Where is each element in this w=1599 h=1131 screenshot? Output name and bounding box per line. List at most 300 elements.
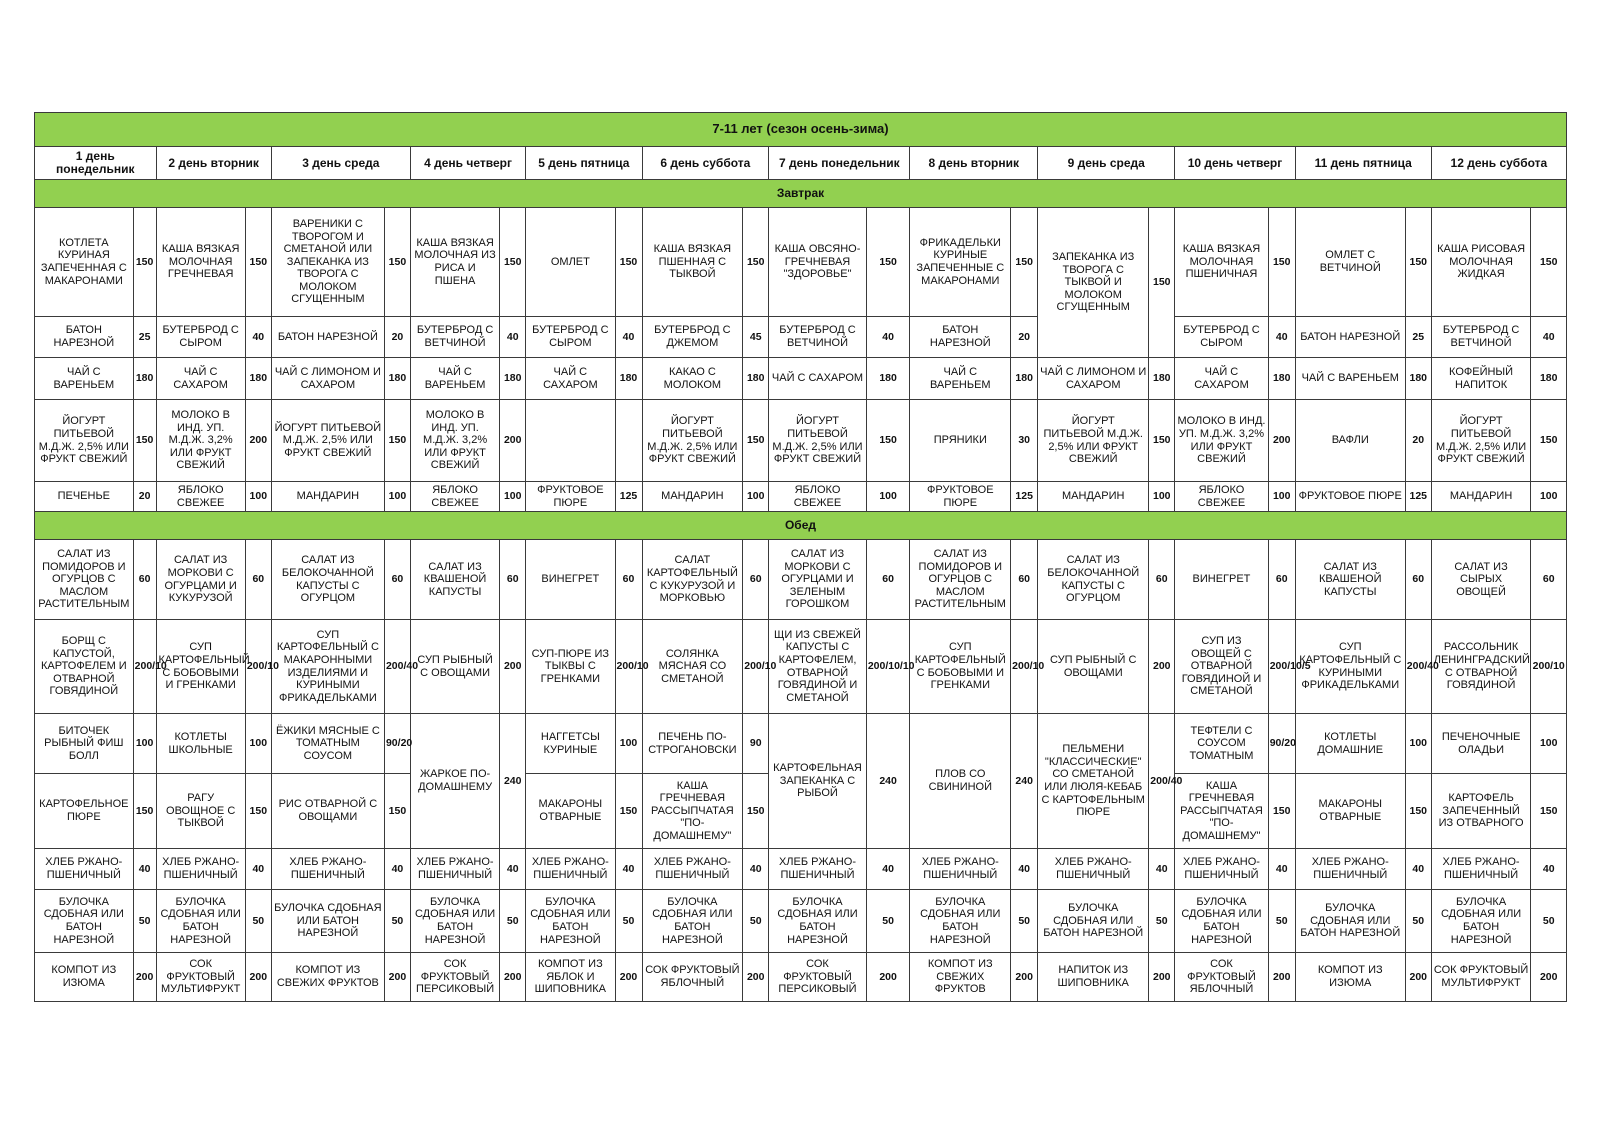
dish-name: СУП РЫБНЫЙ С ОВОЩАМИ (410, 620, 499, 714)
dish-name: КАША ГРЕЧНЕВАЯ РАССЫПЧАТАЯ "ПО-ДОМАШНЕМУ" (1175, 774, 1268, 849)
table-row (35, 953, 1567, 1002)
dish-name: МАНДАРИН (271, 482, 384, 512)
dish-weight: 150 (866, 208, 910, 317)
dish-weight: 200 (615, 953, 642, 1002)
dish-name: РАССОЛЬНИК ЛЕНИНГРАДСКИЙ С ОТВАРНОЙ ГОВЯДИНОЙ (1431, 620, 1531, 714)
dish-weight: 200/10/10 (866, 620, 910, 714)
table-row (35, 317, 1567, 358)
dish-name: СУП КАРТОФЕЛЬНЫЙ С БОБОВЫМИ И ГРЕНКАМИ (910, 620, 1011, 714)
title-row (35, 113, 1567, 147)
dish-name: МОЛОКО В ИНД. УП. М.Д.Ж. 3,2% ИЛИ ФРУКТ СВЕЖИЙ (410, 400, 499, 482)
dish-name: ЙОГУРТ ПИТЬЕВОЙ М.Д.Ж. 2,5% ИЛИ ФРУКТ СВЕЖИЙ (271, 400, 384, 482)
dish-weight: 200 (866, 953, 910, 1002)
dish-weight: 100 (245, 482, 271, 512)
dish-name: КОМПОТ ИЗ ЯБЛОК И ШИПОВНИКА (526, 953, 615, 1002)
dish-name: ХЛЕБ РЖАНО-ПШЕНИЧНЫЙ (156, 849, 245, 890)
dish-weight: 100 (866, 482, 910, 512)
dish-weight: 50 (133, 890, 156, 953)
dish-weight: 150 (1268, 774, 1295, 849)
dish-weight: 180 (1405, 358, 1431, 400)
dish-name: САЛАТ ИЗ МОРКОВИ С ОГУРЦАМИ И КУКУРУЗОЙ (156, 540, 245, 620)
dish-weight: 50 (743, 890, 769, 953)
dish-name: КОТЛЕТЫ ШКОЛЬНЫЕ (156, 714, 245, 774)
dish-weight: 20 (384, 317, 410, 358)
dish-name: ПЕЧЕНЬ ПО-СТРОГАНОВСКИ (642, 714, 743, 774)
dish-name: ЯБЛОКО СВЕЖЕЕ (1175, 482, 1268, 512)
dish-weight: 150 (1531, 774, 1567, 849)
dish-weight: 60 (615, 540, 642, 620)
dish-weight: 150 (1405, 208, 1431, 317)
dish-weight: 180 (133, 358, 156, 400)
dish-weight: 100 (1149, 482, 1175, 512)
dish-weight: 240 (500, 714, 526, 849)
dish-name: ЩИ ИЗ СВЕЖЕЙ КАПУСТЫ С КАРТОФЕЛЕМ, ОТВАРНОЙ ГОВЯДИНОЙ И СМЕТАНОЙ (769, 620, 867, 714)
day-header: 7 день понедельник (769, 147, 910, 180)
dish-name: ЙОГУРТ ПИТЬЕВОЙ М.Д.Ж. 2,5% ИЛИ ФРУКТ СВЕЖИЙ (1431, 400, 1531, 482)
dish-weight: 200/10 (1011, 620, 1038, 714)
dish-name: БУТЕРБРОД С ВЕТЧИНОЙ (769, 317, 867, 358)
dish-name: ЧАЙ С САХАРОМ (769, 358, 867, 400)
day-header: 4 день четверг (410, 147, 525, 180)
dish-name: БУЛОЧКА СДОБНАЯ ИЛИ БАТОН НАРЕЗНОЙ (1175, 890, 1268, 953)
dish-name: БУЛОЧКА СДОБНАЯ ИЛИ БАТОН НАРЕЗНОЙ (35, 890, 134, 953)
dish-name: БУЛОЧКА СДОБНАЯ ИЛИ БАТОН НАРЕЗНОЙ (769, 890, 867, 953)
dish-weight: 200 (743, 953, 769, 1002)
dish-name: ЧАЙ С САХАРОМ (1175, 358, 1268, 400)
dish-name: СОК ФРУКТОВЫЙ ПЕРСИКОВЫЙ (769, 953, 867, 1002)
dish-name: ФРУКТОВОЕ ПЮРЕ (1295, 482, 1405, 512)
dish-weight: 200/10 (743, 620, 769, 714)
dish-weight: 180 (500, 358, 526, 400)
dish-name: ЧАЙ С ЛИМОНОМ И САХАРОМ (1038, 358, 1149, 400)
dish-name: КАША ВЯЗКАЯ МОЛОЧНАЯ ПШЕНИЧНАЯ (1175, 208, 1268, 317)
dish-name: СОК ФРУКТОВЫЙ МУЛЬТИФРУКТ (156, 953, 245, 1002)
dish-weight: 40 (615, 849, 642, 890)
table-row (35, 208, 1567, 317)
dish-weight: 60 (384, 540, 410, 620)
dish-name: ЧАЙ С ЛИМОНОМ И САХАРОМ (271, 358, 384, 400)
dish-weight: 180 (245, 358, 271, 400)
dish-weight: 200 (245, 400, 271, 482)
dish-weight: 125 (615, 482, 642, 512)
dish-name: БУЛОЧКА СДОБНАЯ ИЛИ БАТОН НАРЕЗНОЙ (642, 890, 743, 953)
dish-name: ТЕФТЕЛИ С СОУСОМ ТОМАТНЫМ (1175, 714, 1268, 774)
dish-weight: 60 (866, 540, 910, 620)
dish-name: САЛАТ ИЗ КВАШЕНОЙ КАПУСТЫ (1295, 540, 1405, 620)
dish-weight: 50 (1405, 890, 1431, 953)
dish-name: ХЛЕБ РЖАНО-ПШЕНИЧНЫЙ (910, 849, 1011, 890)
dish-name: ХЛЕБ РЖАНО-ПШЕНИЧНЫЙ (35, 849, 134, 890)
dish-name: КАКАО С МОЛОКОМ (642, 358, 743, 400)
dish-name: ФРИКАДЕЛЬКИ КУРИНЫЕ ЗАПЕЧЕННЫЕ С МАКАРОНАМИ (910, 208, 1011, 317)
dish-name: ФРУКТОВОЕ ПЮРЕ (910, 482, 1011, 512)
dish-weight: 200 (500, 953, 526, 1002)
dish-name: БАТОН НАРЕЗНОЙ (1295, 317, 1405, 358)
dish-weight: 100 (615, 714, 642, 774)
dish-weight: 240 (866, 714, 910, 849)
dish-weight: 90/20 (1268, 714, 1295, 774)
dish-weight: 40 (245, 317, 271, 358)
dish-name: МАНДАРИН (1431, 482, 1531, 512)
dish-weight: 150 (384, 208, 410, 317)
dish-name: ОМЛЕТ (526, 208, 615, 317)
dish-name: ХЛЕБ РЖАНО-ПШЕНИЧНЫЙ (271, 849, 384, 890)
dish-weight: 200/40 (1405, 620, 1431, 714)
dish-name: ПЕЧЕНОЧНЫЕ ОЛАДЬИ (1431, 714, 1531, 774)
dish-weight: 100 (384, 482, 410, 512)
dish-name: КАРТОФЕЛЬ ЗАПЕЧЕННЫЙ ИЗ ОТВАРНОГО (1431, 774, 1531, 849)
dish-weight: 60 (133, 540, 156, 620)
dish-name: БУЛОЧКА СДОБНАЯ ИЛИ БАТОН НАРЕЗНОЙ (1295, 890, 1405, 953)
dish-weight: 40 (1268, 849, 1295, 890)
table-row (35, 620, 1567, 714)
dish-weight: 150 (133, 400, 156, 482)
dish-name: ХЛЕБ РЖАНО-ПШЕНИЧНЫЙ (1295, 849, 1405, 890)
day-header: 9 день среда (1038, 147, 1175, 180)
dish-name: ХЛЕБ РЖАНО-ПШЕНИЧНЫЙ (769, 849, 867, 890)
days-header-row (35, 147, 1567, 180)
dish-weight: 100 (245, 714, 271, 774)
dish-weight: 60 (743, 540, 769, 620)
dish-weight: 40 (1149, 849, 1175, 890)
dish-weight: 100 (1531, 482, 1567, 512)
dish-name: СУП КАРТОФЕЛЬНЫЙ С КУРИНЫМИ ФРИКАДЕЛЬКАМИ (1295, 620, 1405, 714)
dish-weight: 180 (384, 358, 410, 400)
dish-name: ЧАЙ С ВАРЕНЬЕМ (35, 358, 134, 400)
dish-name: ЙОГУРТ ПИТЬЕВОЙ М.Д.Ж. 2,5% ИЛИ ФРУКТ СВЕЖИЙ (1038, 400, 1149, 482)
dish-weight: 20 (1011, 317, 1038, 358)
dish-weight: 25 (133, 317, 156, 358)
dish-name: ВАРЕНИКИ С ТВОРОГОМ И СМЕТАНОЙ ИЛИ ЗАПЕКАНКА ИЗ ТВОРОГА С МОЛОКОМ СГУЩЕННЫМ (271, 208, 384, 317)
dish-name: БУЛОЧКА СДОБНАЯ ИЛИ БАТОН НАРЕЗНОЙ (271, 890, 384, 953)
dish-weight: 150 (743, 208, 769, 317)
dish-weight: 40 (1268, 317, 1295, 358)
dish-weight: 200 (1268, 400, 1295, 482)
dish-name: БУЛОЧКА СДОБНАЯ ИЛИ БАТОН НАРЕЗНОЙ (910, 890, 1011, 953)
dish-name: КОМПОТ ИЗ СВЕЖИХ ФРУКТОВ (271, 953, 384, 1002)
dish-name: КАША ВЯЗКАЯ МОЛОЧНАЯ ГРЕЧНЕВАЯ (156, 208, 245, 317)
dish-name: БУЛОЧКА СДОБНАЯ ИЛИ БАТОН НАРЕЗНОЙ (1431, 890, 1531, 953)
dish-weight: 150 (133, 208, 156, 317)
dish-name: БАТОН НАРЕЗНОЙ (35, 317, 134, 358)
dish-name: МАКАРОНЫ ОТВАРНЫЕ (526, 774, 615, 849)
dish-name: ЧАЙ С ВАРЕНЬЕМ (910, 358, 1011, 400)
dish-weight: 150 (1268, 208, 1295, 317)
dish-weight: 150 (615, 208, 642, 317)
day-header: 5 день пятница (526, 147, 642, 180)
dish-name: БУТЕРБРОД С СЫРОМ (156, 317, 245, 358)
dish-weight: 100 (1268, 482, 1295, 512)
dish-name: СОК ФРУКТОВЫЙ ЯБЛОЧНЫЙ (642, 953, 743, 1002)
dish-name: САЛАТ КАРТОФЕЛЬНЫЙ С КУКУРУЗОЙ И МОРКОВЬЮ (642, 540, 743, 620)
day-header: 3 день среда (271, 147, 410, 180)
dish-name: МАНДАРИН (1038, 482, 1149, 512)
dish-weight: 40 (1405, 849, 1431, 890)
dish-name: КОМПОТ ИЗ ИЗЮМА (35, 953, 134, 1002)
table-title: 7-11 лет (сезон осень-зима) (35, 113, 1567, 147)
dish-name: СОК ФРУКТОВЫЙ МУЛЬТИФРУКТ (1431, 953, 1531, 1002)
dish-name: РИС ОТВАРНОЙ С ОВОЩАМИ (271, 774, 384, 849)
dish-weight: 50 (1268, 890, 1295, 953)
dish-name: КАША ВЯЗКАЯ МОЛОЧНАЯ ИЗ РИСА И ПШЕНА (410, 208, 499, 317)
dish-name: ПЕЧЕНЬЕ (35, 482, 134, 512)
dish-name: БУТЕРБРОД С ВЕТЧИНОЙ (1431, 317, 1531, 358)
dish-name: КАРТОФЕЛЬНАЯ ЗАПЕКАНКА С РЫБОЙ (769, 714, 867, 849)
dish-weight: 100 (743, 482, 769, 512)
dish-name: СОК ФРУКТОВЫЙ ПЕРСИКОВЫЙ (410, 953, 499, 1002)
dish-name: САЛАТ ИЗ ПОМИДОРОВ И ОГУРЦОВ С МАСЛОМ РАСТИТЕЛЬНЫМ (910, 540, 1011, 620)
dish-weight: 200/40 (384, 620, 410, 714)
dish-name: БУЛОЧКА СДОБНАЯ ИЛИ БАТОН НАРЕЗНОЙ (1038, 890, 1149, 953)
dish-name: НАПИТОК ИЗ ШИПОВНИКА (1038, 953, 1149, 1002)
dish-name: ПРЯНИКИ (910, 400, 1011, 482)
dish-name: БАТОН НАРЕЗНОЙ (910, 317, 1011, 358)
dish-name: БИТОЧЕК РЫБНЫЙ ФИШ БОЛЛ (35, 714, 134, 774)
dish-weight: 50 (1149, 890, 1175, 953)
dish-name: КОТЛЕТЫ ДОМАШНИЕ (1295, 714, 1405, 774)
table-row (35, 540, 1567, 620)
dish-weight: 60 (1011, 540, 1038, 620)
table-row (35, 358, 1567, 400)
dish-weight: 100 (133, 714, 156, 774)
dish-weight: 200 (500, 620, 526, 714)
dish-name: КОТЛЕТА КУРИНАЯ ЗАПЕЧЕННАЯ С МАКАРОНАМИ (35, 208, 134, 317)
dish-name: КАША ОВСЯНО-ГРЕЧНЕВАЯ "ЗДОРОВЬЕ" (769, 208, 867, 317)
dish-weight: 150 (1011, 208, 1038, 317)
dish-name: БУТЕРБРОД С ДЖЕМОМ (642, 317, 743, 358)
dish-weight: 50 (866, 890, 910, 953)
dish-weight: 40 (384, 849, 410, 890)
table-row (35, 400, 1567, 482)
dish-name: ХЛЕБ РЖАНО-ПШЕНИЧНЫЙ (1038, 849, 1149, 890)
dish-weight: 60 (245, 540, 271, 620)
dish-weight: 150 (1149, 208, 1175, 358)
dish-weight: 150 (1149, 400, 1175, 482)
dish-weight: 40 (245, 849, 271, 890)
dish-name: БУТЕРБРОД С СЫРОМ (526, 317, 615, 358)
dish-weight: 200 (133, 953, 156, 1002)
dish-name: ЖАРКОЕ ПО-ДОМАШНЕМУ (410, 714, 499, 849)
dish-name: САЛАТ ИЗ БЕЛОКОЧАННОЙ КАПУСТЫ С ОГУРЦОМ (271, 540, 384, 620)
dish-name: ПЛОВ СО СВИНИНОЙ (910, 714, 1011, 849)
day-header: 12 день суббота (1431, 147, 1566, 180)
dish-weight: 40 (133, 849, 156, 890)
dish-name: БУЛОЧКА СДОБНАЯ ИЛИ БАТОН НАРЕЗНОЙ (526, 890, 615, 953)
dish-name: ЯБЛОКО СВЕЖЕЕ (769, 482, 867, 512)
dish-name: КАША РИСОВАЯ МОЛОЧНАЯ ЖИДКАЯ (1431, 208, 1531, 317)
dish-name: КАРТОФЕЛЬНОЕ ПЮРЕ (35, 774, 134, 849)
table-row (35, 482, 1567, 512)
dish-name: САЛАТ ИЗ КВАШЕНОЙ КАПУСТЫ (410, 540, 499, 620)
dish-name: НАГГЕТСЫ КУРИНЫЕ (526, 714, 615, 774)
dish-name: САЛАТ ИЗ БЕЛОКОЧАННОЙ КАПУСТЫ С ОГУРЦОМ (1038, 540, 1149, 620)
dish-weight: 60 (1405, 540, 1431, 620)
dish-name: БОРЩ С КАПУСТОЙ, КАРТОФЕЛЕМ И ОТВАРНОЙ ГОВЯДИНОЙ (35, 620, 134, 714)
dish-name: МОЛОКО В ИНД. УП. М.Д.Ж. 3,2% ИЛИ ФРУКТ СВЕЖИЙ (1175, 400, 1268, 482)
dish-weight: 150 (743, 774, 769, 849)
dish-weight: 180 (1531, 358, 1567, 400)
menu-table (34, 112, 1567, 1002)
dish-name: ЧАЙ С САХАРОМ (526, 358, 615, 400)
table-row (35, 849, 1567, 890)
dish-name (526, 400, 615, 482)
dish-name: СУП-ПЮРЕ ИЗ ТЫКВЫ С ГРЕНКАМИ (526, 620, 615, 714)
dish-weight: 200 (1011, 953, 1038, 1002)
dish-weight: 150 (1531, 400, 1567, 482)
dish-name: БУТЕРБРОД С СЫРОМ (1175, 317, 1268, 358)
dish-weight: 240 (1011, 714, 1038, 849)
dish-weight: 200 (1149, 620, 1175, 714)
dish-name: ХЛЕБ РЖАНО-ПШЕНИЧНЫЙ (526, 849, 615, 890)
dish-weight: 50 (245, 890, 271, 953)
dish-weight: 180 (743, 358, 769, 400)
dish-weight: 20 (1405, 400, 1431, 482)
dish-weight: 40 (866, 849, 910, 890)
dish-name: БУЛОЧКА СДОБНАЯ ИЛИ БАТОН НАРЕЗНОЙ (410, 890, 499, 953)
dish-weight: 150 (500, 208, 526, 317)
dish-name: МАКАРОНЫ ОТВАРНЫЕ (1295, 774, 1405, 849)
day-header: 8 день вторник (910, 147, 1038, 180)
dish-weight: 150 (245, 208, 271, 317)
dish-name: КОФЕЙНЫЙ НАПИТОК (1431, 358, 1531, 400)
dish-weight: 200 (245, 953, 271, 1002)
section-title-lunch: Обед (35, 512, 1567, 540)
dish-name: КАША ГРЕЧНЕВАЯ РАССЫПЧАТАЯ "ПО-ДОМАШНЕМУ" (642, 774, 743, 849)
dish-name: ХЛЕБ РЖАНО-ПШЕНИЧНЫЙ (642, 849, 743, 890)
dish-name: СОЛЯНКА МЯСНАЯ СО СМЕТАНОЙ (642, 620, 743, 714)
dish-name: ЙОГУРТ ПИТЬЕВОЙ М.Д.Ж. 2,5% ИЛИ ФРУКТ СВЕЖИЙ (769, 400, 867, 482)
dish-weight: 60 (1531, 540, 1567, 620)
dish-weight: 200 (1531, 953, 1567, 1002)
dish-weight: 150 (866, 400, 910, 482)
dish-weight: 45 (743, 317, 769, 358)
section-title-breakfast: Завтрак (35, 180, 1567, 208)
dish-weight: 200/10 (1531, 620, 1567, 714)
dish-weight: 200/10/5 (1268, 620, 1295, 714)
dish-weight: 60 (500, 540, 526, 620)
dish-name: БАТОН НАРЕЗНОЙ (271, 317, 384, 358)
dish-weight: 150 (133, 774, 156, 849)
table-row (35, 890, 1567, 953)
dish-name: КАША ВЯЗКАЯ ПШЕННАЯ С ТЫКВОЙ (642, 208, 743, 317)
dish-weight: 125 (1011, 482, 1038, 512)
dish-name: САЛАТ ИЗ ПОМИДОРОВ И ОГУРЦОВ С МАСЛОМ РАСТИТЕЛЬНЫМ (35, 540, 134, 620)
section-row-lunch (35, 512, 1567, 540)
dish-name: ЗАПЕКАНКА ИЗ ТВОРОГА С ТЫКВОЙ И МОЛОКОМ СГУЩЕННЫМ (1038, 208, 1149, 358)
dish-name: МАНДАРИН (642, 482, 743, 512)
day-header: 1 день понедельник (35, 147, 157, 180)
dish-weight: 150 (384, 774, 410, 849)
dish-weight: 50 (384, 890, 410, 953)
dish-weight: 150 (1531, 208, 1567, 317)
dish-weight: 60 (1268, 540, 1295, 620)
dish-name: КОМПОТ ИЗ ИЗЮМА (1295, 953, 1405, 1002)
day-header: 6 день суббота (642, 147, 769, 180)
dish-weight: 40 (500, 849, 526, 890)
dish-weight: 100 (1531, 714, 1567, 774)
dish-name: СУП КАРТОФЕЛЬНЫЙ С МАКАРОННЫМИ ИЗДЕЛИЯМИ И КУРИНЫМИ ФРИКАДЕЛЬКАМИ (271, 620, 384, 714)
dish-weight: 150 (615, 774, 642, 849)
day-header: 11 день пятница (1295, 147, 1431, 180)
dish-name: САЛАТ ИЗ СЫРЫХ ОВОЩЕЙ (1431, 540, 1531, 620)
section-row-breakfast (35, 180, 1567, 208)
dish-weight: 200/10 (245, 620, 271, 714)
dish-weight: 200 (1268, 953, 1295, 1002)
dish-name: КОМПОТ ИЗ СВЕЖИХ ФРУКТОВ (910, 953, 1011, 1002)
day-header: 10 день четверг (1175, 147, 1295, 180)
dish-name: ХЛЕБ РЖАНО-ПШЕНИЧНЫЙ (1431, 849, 1531, 890)
dish-name: ЯБЛОКО СВЕЖЕЕ (156, 482, 245, 512)
dish-name: ЯБЛОКО СВЕЖЕЕ (410, 482, 499, 512)
dish-name: САЛАТ ИЗ МОРКОВИ С ОГУРЦАМИ И ЗЕЛЕНЫМ ГОРОШКОМ (769, 540, 867, 620)
dish-name: ЧАЙ С САХАРОМ (156, 358, 245, 400)
dish-weight: 200 (384, 953, 410, 1002)
dish-name: ХЛЕБ РЖАНО-ПШЕНИЧНЫЙ (410, 849, 499, 890)
dish-name: ВИНЕГРЕТ (1175, 540, 1268, 620)
dish-weight: 180 (615, 358, 642, 400)
dish-weight: 200/40 (1149, 714, 1175, 849)
dish-weight: 180 (1149, 358, 1175, 400)
dish-name: ВАФЛИ (1295, 400, 1405, 482)
dish-name: ПЕЛЬМЕНИ "КЛАССИЧЕСКИЕ" СО СМЕТАНОЙ ИЛИ ЛЮЛЯ-КЕБАБ С КАРТОФЕЛЬНЫМ ПЮРЕ (1038, 714, 1149, 849)
dish-weight: 200 (1405, 953, 1431, 1002)
dish-name: ФРУКТОВОЕ ПЮРЕ (526, 482, 615, 512)
dish-weight: 125 (1405, 482, 1431, 512)
table-row (35, 714, 1567, 774)
dish-name: РАГУ ОВОЩНОЕ С ТЫКВОЙ (156, 774, 245, 849)
dish-weight: 30 (1011, 400, 1038, 482)
dish-weight: 180 (866, 358, 910, 400)
dish-weight (615, 400, 642, 482)
dish-weight: 25 (1405, 317, 1431, 358)
dish-name: ВИНЕГРЕТ (526, 540, 615, 620)
dish-weight: 200/10 (133, 620, 156, 714)
dish-name: СОК ФРУКТОВЫЙ ЯБЛОЧНЫЙ (1175, 953, 1268, 1002)
dish-weight: 40 (615, 317, 642, 358)
dish-name: СУП КАРТОФЕЛЬНЫЙ С БОБОВЫМИ И ГРЕНКАМИ (156, 620, 245, 714)
dish-weight: 180 (1268, 358, 1295, 400)
dish-weight: 200 (500, 400, 526, 482)
dish-name: ЁЖИКИ МЯСНЫЕ С ТОМАТНЫМ СОУСОМ (271, 714, 384, 774)
dish-weight: 40 (866, 317, 910, 358)
dish-weight: 50 (1011, 890, 1038, 953)
day-header: 2 день вторник (156, 147, 271, 180)
dish-weight: 50 (500, 890, 526, 953)
dish-name: СУП ИЗ ОВОЩЕЙ С ОТВАРНОЙ ГОВЯДИНОЙ И СМЕТАНОЙ (1175, 620, 1268, 714)
dish-weight: 20 (133, 482, 156, 512)
dish-name: СУП РЫБНЫЙ С ОВОЩАМИ (1038, 620, 1149, 714)
dish-name: ЙОГУРТ ПИТЬЕВОЙ М.Д.Ж. 2,5% ИЛИ ФРУКТ СВЕЖИЙ (642, 400, 743, 482)
dish-weight: 40 (1531, 849, 1567, 890)
dish-weight: 40 (743, 849, 769, 890)
dish-weight: 40 (1531, 317, 1567, 358)
dish-weight: 60 (1149, 540, 1175, 620)
dish-weight: 40 (1011, 849, 1038, 890)
dish-name: ОМЛЕТ С ВЕТЧИНОЙ (1295, 208, 1405, 317)
dish-name: БУТЕРБРОД С ВЕТЧИНОЙ (410, 317, 499, 358)
dish-name: ЙОГУРТ ПИТЬЕВОЙ М.Д.Ж. 2,5% ИЛИ ФРУКТ СВЕЖИЙ (35, 400, 134, 482)
dish-weight: 200/10 (615, 620, 642, 714)
dish-name: МОЛОКО В ИНД. УП. М.Д.Ж. 3,2% ИЛИ ФРУКТ СВЕЖИЙ (156, 400, 245, 482)
dish-weight: 150 (245, 774, 271, 849)
dish-weight: 90/20 (384, 714, 410, 774)
dish-name: БУЛОЧКА СДОБНАЯ ИЛИ БАТОН НАРЕЗНОЙ (156, 890, 245, 953)
dish-weight: 150 (1405, 774, 1431, 849)
dish-weight: 150 (384, 400, 410, 482)
dish-weight: 100 (500, 482, 526, 512)
dish-weight: 40 (500, 317, 526, 358)
dish-weight: 50 (615, 890, 642, 953)
